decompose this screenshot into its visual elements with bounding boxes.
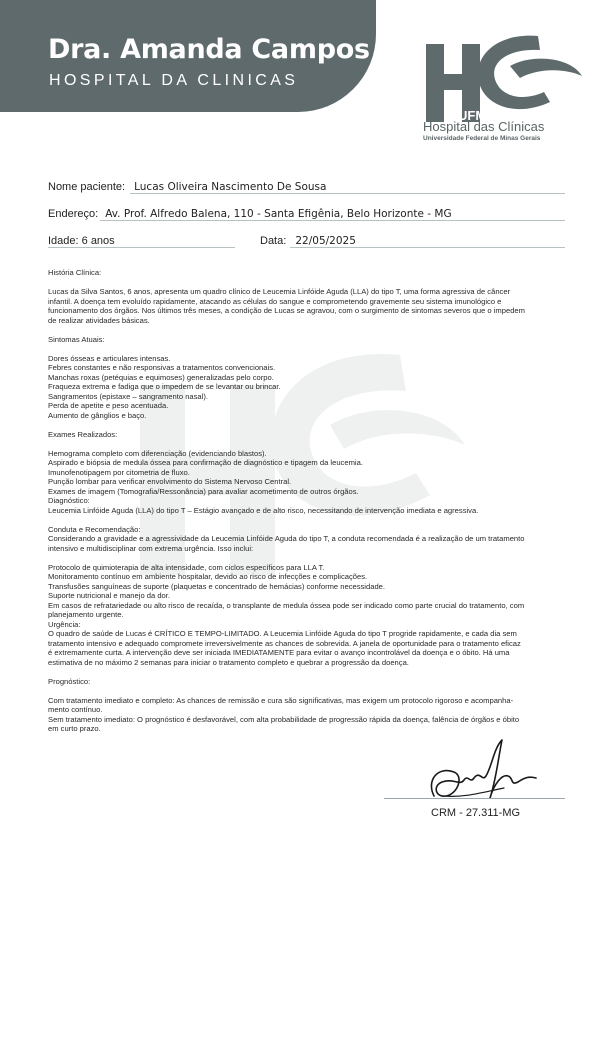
urgencia-title: Urgência: bbox=[48, 619, 81, 629]
urgencia-line: é extremamente curta. A intervenção deve ser iniciada IMEDIATAMENTE para evitar o avanço incontrolável da doença e o óbito. Há uma bbox=[48, 648, 510, 657]
sintoma-item: Aumento de gânglios e baço. bbox=[48, 410, 147, 420]
address-label: Endereço: bbox=[48, 208, 99, 220]
conduta-item: Suporte nutricional e manejo da dor. bbox=[48, 591, 171, 600]
date-field bbox=[260, 235, 356, 247]
date-underline bbox=[290, 247, 565, 248]
exame-item: Exames de imagem (Tomografia/Ressonância) para avaliar acometimento de outros órgãos. bbox=[48, 486, 359, 496]
conduta-line: intensivo e multidisciplinar com extrema urgência. Isso inclui: bbox=[48, 543, 254, 553]
prognostico-title: Prognóstico: bbox=[48, 676, 91, 686]
sintoma-item: Perda de apetite e peso acentuada. bbox=[48, 401, 169, 410]
hospital-name: HOSPITAL DA CLINICAS bbox=[49, 72, 299, 89]
logo-hospital-name: Hospital das Clínicas bbox=[423, 119, 545, 134]
address-field bbox=[48, 208, 452, 220]
prognostico-line: em curto prazo. bbox=[48, 724, 101, 733]
diagnostico-title: Diagnóstico: bbox=[48, 496, 90, 505]
patient-name-value: Lucas Oliveira Nascimento De Sousa bbox=[134, 181, 327, 193]
clinical-report bbox=[48, 268, 568, 734]
conduta-item: Protocolo de quimioterapia de alta intensidade, com ciclos específicos para LLA T. bbox=[48, 562, 325, 572]
sintoma-item: Febres constantes e não responsivas a tratamentos convencionais. bbox=[48, 363, 276, 372]
signature-line bbox=[384, 798, 565, 799]
historia-line: Lucas da Silva Santos, 6 anos, apresenta um quadro clínico de Leucemia Linfóide Aguda (LLA) do tipo T, uma forma agressiva de câncer bbox=[48, 287, 511, 296]
date-value: 22/05/2025 bbox=[295, 235, 356, 247]
historia-line: infantil. A doença tem evoluído rapidamente, atacando as células do sangue e comprometendo gravemente seu sistema imunológico e bbox=[48, 296, 502, 306]
sintoma-item: Sangramentos (epistaxe – sangramento nasal). bbox=[48, 391, 208, 401]
sintoma-item: Fraqueza extrema e fadiga que o impedem de se levantar ou brincar. bbox=[48, 382, 281, 391]
logo-university: Universidade Federal de Minas Gerais bbox=[423, 135, 541, 142]
exame-item: Punção lombar para verificar envolvimento do Sistema Nervoso Central. bbox=[48, 477, 292, 486]
age-field bbox=[48, 235, 115, 247]
age-underline bbox=[48, 247, 235, 248]
urgencia-line: tratamento intensivo e adequado compromete irreversivelmente as chances de sobrevida. A janela de oportunidade para o tratamento eficaz bbox=[48, 638, 521, 648]
conduta-title: Conduta e Recomendação: bbox=[48, 524, 141, 534]
historia-title: História Clínica: bbox=[48, 268, 102, 277]
conduta-item: Monitoramento contínuo em ambiente hospitalar, devido ao risco de infecções e complicações. bbox=[48, 572, 368, 581]
doctor-name: Dra. Amanda Campos bbox=[48, 34, 370, 65]
exame-item: Hemograma completo com diferenciação (evidenciando blastos). bbox=[48, 448, 267, 458]
sintoma-item: Manchas roxas (petéquias e equimoses) generalizadas pelo corpo. bbox=[48, 372, 274, 382]
signature-icon bbox=[424, 736, 540, 812]
sintoma-item: Dores ósseas e articulares intensas. bbox=[48, 353, 171, 363]
crm-number: CRM - 27.311-MG bbox=[431, 807, 521, 819]
conduta-item: Transfusões sanguíneas de suporte (plaquetas e concentrado de hemácias) conforme necessidade. bbox=[48, 581, 386, 591]
prognostico-line: mento contínuo. bbox=[48, 705, 103, 714]
urgencia-line: O quadro de saúde de Lucas é CRÍTICO E TEMPO-LIMITADO. A Leucemia Linfóide Aguda do tipo T progride rapidamente, e cada dia sem bbox=[48, 629, 517, 638]
age-value: Idade: 6 anos bbox=[48, 235, 115, 247]
patient-name-field bbox=[48, 181, 326, 193]
logo-acronym: UFMG bbox=[458, 108, 497, 123]
address-underline bbox=[100, 220, 565, 221]
patient-name-label: Nome paciente: bbox=[48, 181, 126, 193]
historia-line: funcionamento dos órgãos. Nos últimos três meses, a condição de Lucas se agravou, com o surgimento de sintomas severos que o impedem bbox=[48, 306, 525, 315]
diagnostico-text: Leucemia Linfóide Aguda (LLA) do tipo T – Estágio avançado e de alto risco, necessitando de intervenção imediata e agressiva. bbox=[48, 505, 479, 515]
address-value: Av. Prof. Alfredo Balena, 110 - Santa Efigênia, Belo Horizonte - MG bbox=[105, 208, 452, 220]
patient-name-underline bbox=[130, 193, 565, 194]
prognostico-line: Com tratamento imediato e completo: As chances de remissão e cura são significativas, mas exigem um protocolo rigoroso e acompanha- bbox=[48, 695, 514, 705]
exame-item: Imunofenotipagem por citometria de fluxo. bbox=[48, 467, 190, 477]
urgencia-line: estimativa de no máximo 2 semanas para iniciar o tratamento completo e quebrar a progressão da doença. bbox=[48, 657, 409, 667]
sintomas-title: Sintomas Atuais: bbox=[48, 334, 105, 344]
date-label: Data: bbox=[260, 235, 287, 247]
prognostico-line: Sem tratamento imediato: O prognóstico é desfavorável, com alta probabilidade de progressão rápida da doença, falência de órgãos e óbito bbox=[48, 714, 520, 724]
conduta-line: Considerando a gravidade e a agressividade da Leucemia Linfóide Aguda do tipo T, a conduta recomendada é a realização de um tratamento bbox=[48, 534, 525, 543]
exame-item: Aspirado e biópsia de medula óssea para confirmação de diagnóstico e tipagem da leucemia. bbox=[48, 458, 363, 467]
conduta-item: Em casos de refratariedade ou alto risco de recaída, o transplante de medula óssea pode ser indicado como parte crucial do tratamento, com bbox=[48, 600, 525, 610]
exames-title: Exames Realizados: bbox=[48, 429, 118, 439]
conduta-item: planejamento urgente. bbox=[48, 610, 124, 619]
historia-line: de realizar atividades básicas. bbox=[48, 315, 150, 325]
